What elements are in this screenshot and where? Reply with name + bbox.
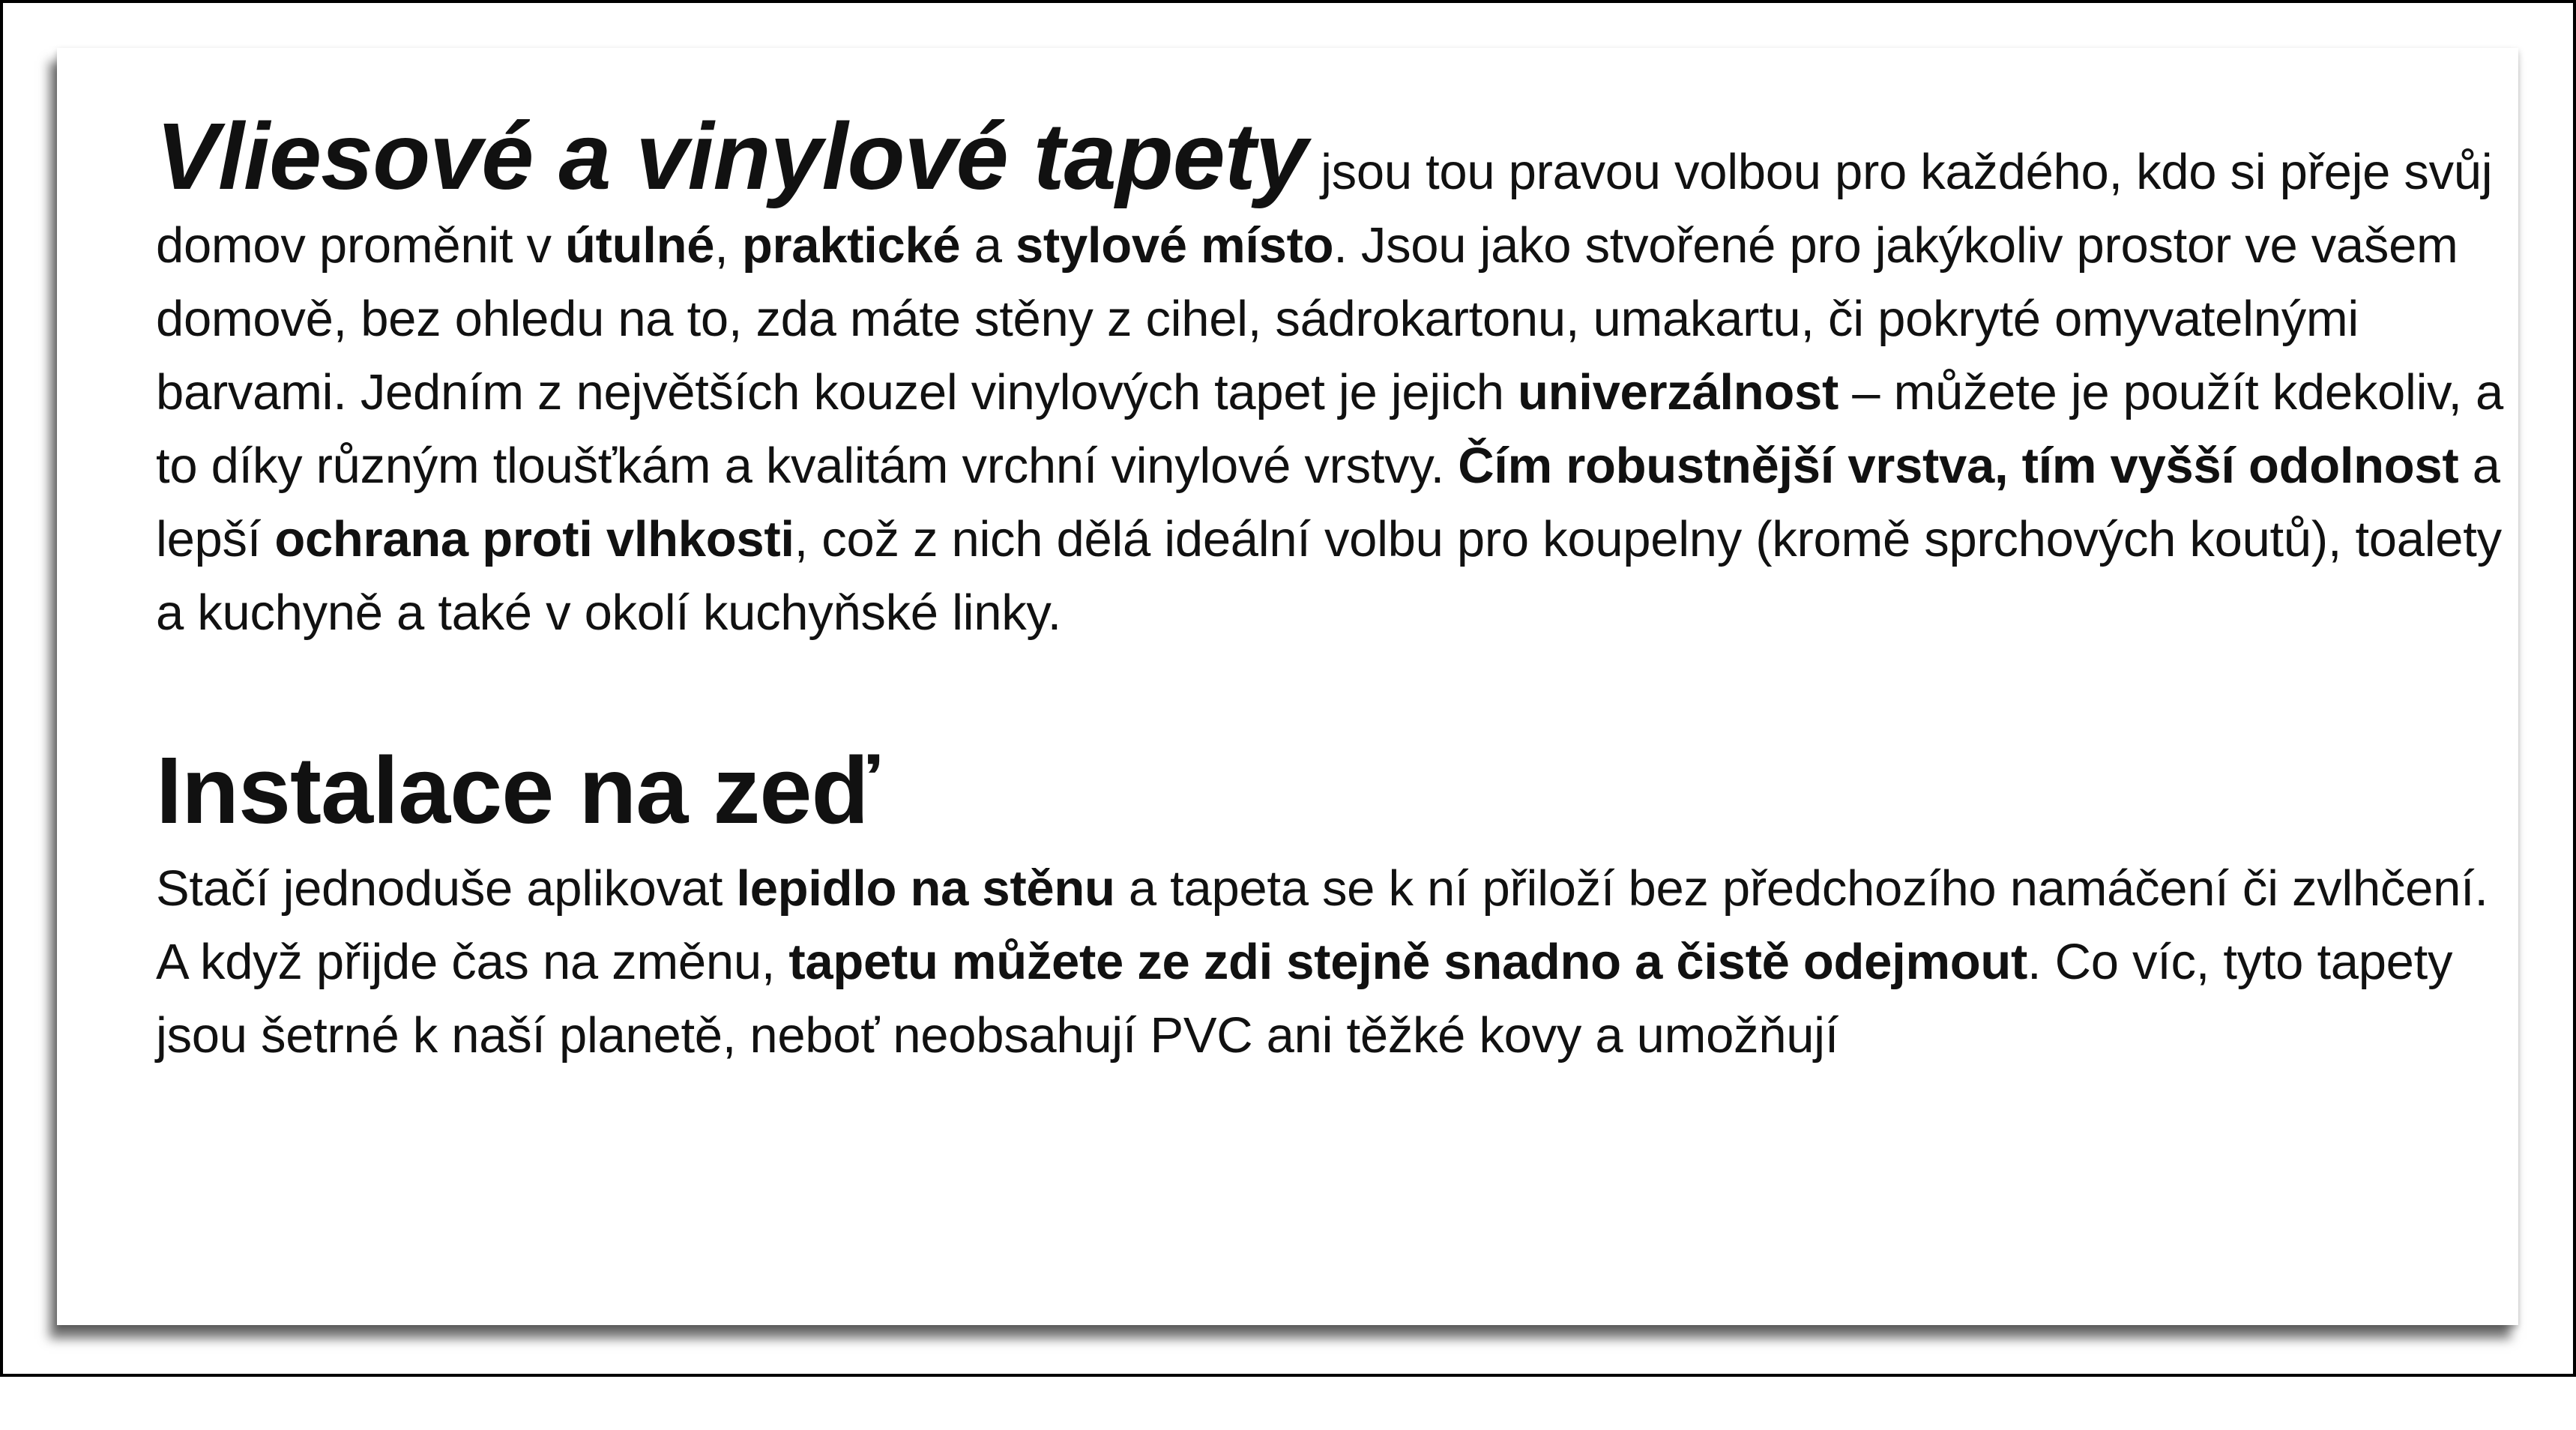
installation-paragraph (156, 852, 2517, 1072)
lead-title: Vliesové a vinylové tapety (156, 103, 1307, 209)
intro-paragraph (156, 103, 2517, 650)
text-run: jsou tou pravou volbou pro každého, kdo si přeje svůj domov proměnit v (156, 144, 2493, 274)
section-heading: Instalace na zeď (156, 737, 879, 843)
bold-run: praktické (741, 217, 961, 274)
text-run: a tapeta se k ní přiloží bez předchozího namáčení či zvlhčení. A když přijde čas na změnu, (156, 860, 2488, 990)
bold-run: Čím robustnější vrstva, tím vyšší odolnost (1458, 438, 2459, 494)
content-card (57, 48, 2518, 1325)
text-run: , (714, 217, 742, 274)
bold-run: tapetu můžete ze zdi stejně snadno a čistě odejmout (788, 934, 2027, 990)
bold-run: útulné (565, 217, 715, 274)
text-run: a (960, 217, 1016, 274)
bold-run: stylové místo (1015, 217, 1334, 274)
bold-run: univerzálnost (1518, 364, 1839, 420)
bold-run: ochrana proti vlhkosti (274, 511, 794, 567)
text-run: , což z nich dělá ideální volbu pro koupelny (kromě sprchových koutů), toalety a kuchyně a také v okolí kuchyňské linky. (156, 511, 2502, 641)
text-run: Stačí jednoduše aplikovat (156, 860, 737, 917)
text-run: a lepší (156, 438, 2500, 567)
text-run: . Co víc, tyto tapety jsou šetrné k naší planetě, neboť neobsahují PVC ani těžké kovy a umožňují (156, 934, 2453, 1064)
text-run: – můžete je použít kdekoliv, a to díky různým tloušťkám a kvalitám vrchní vinylové vrstvy. (156, 364, 2503, 494)
bold-run: lepidlo na stěnu (736, 860, 1115, 917)
article-body (156, 103, 2517, 1072)
text-run: . Jsou jako stvořené pro jakýkoliv prostor ve vašem domově, bez ohledu na to, zda máte stěny z cihel, sádrokartonu, umakartu, či pokryté omyvatelnými barvami. Jedním z největších kouzel vinylových tapet je jejich (156, 217, 2458, 420)
